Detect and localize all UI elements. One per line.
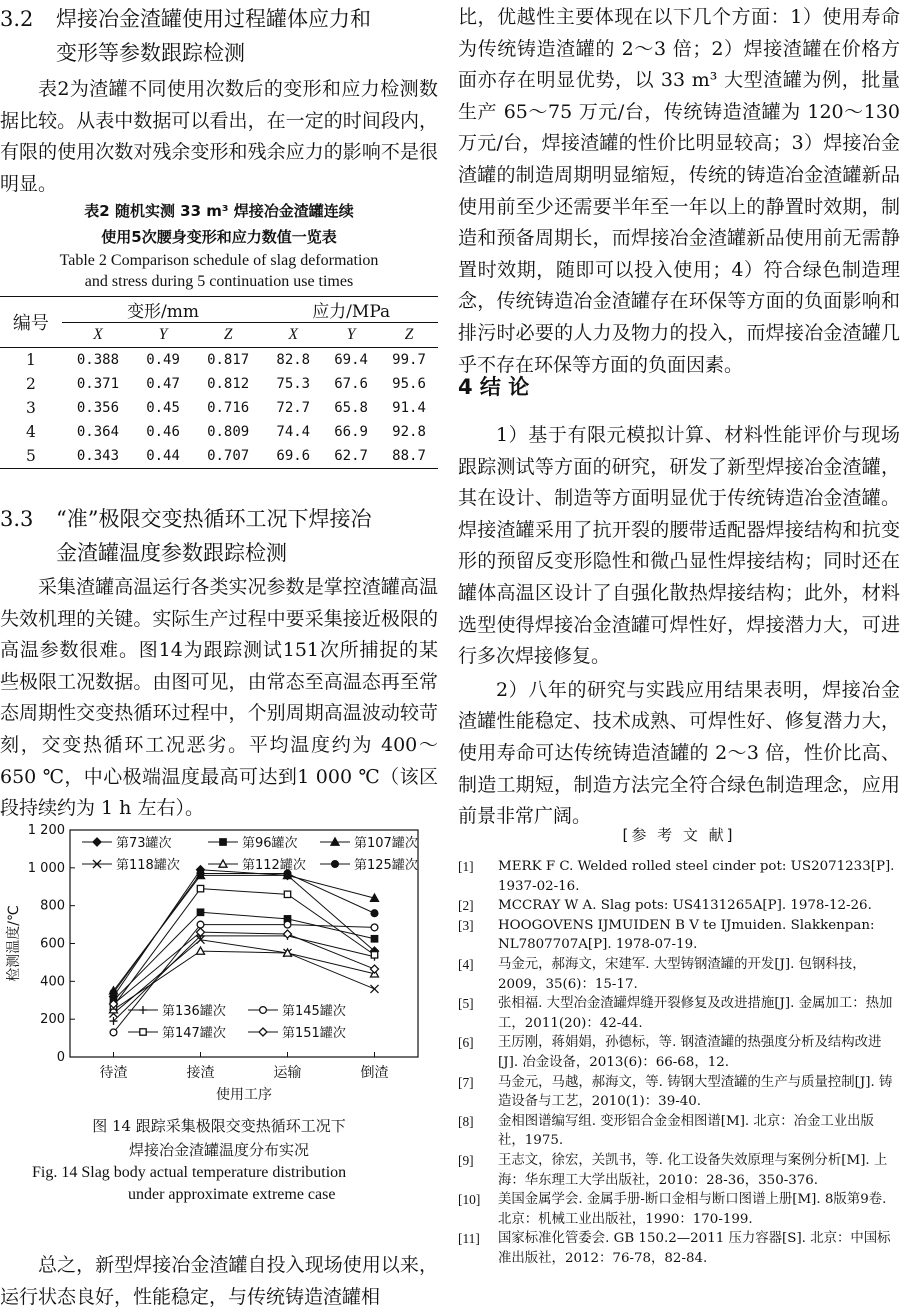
data-point <box>197 921 204 928</box>
y-tick-label: 400 <box>40 974 65 990</box>
reference-number: [7] <box>458 1074 474 1090</box>
table-cell: 91.4 <box>392 400 426 416</box>
section-3-3-paragraph: 采集渣罐高温运行各类实况参数是掌控渣罐高温失效机理的关键。实际生产过程中要采集接近极限的高温参数很难。图14为跟踪测试151次所捕捉的某些极限工况数据。由图可见，由常态至高温态再至常态周期性交变热循环过程中，个别周期高温波动较苛刻，交变热循环工况恶劣。平均温度约为 400～650 ℃，中心极端温度最高可达到1 000 ℃（该区段持续约为 1 h 左右）。 <box>0 576 438 820</box>
table-header-axis: Z <box>192 323 264 348</box>
reference-item <box>458 1229 900 1268</box>
reference-number: [6] <box>458 1035 474 1051</box>
data-point <box>110 989 117 996</box>
table-header-axis: Y <box>134 323 192 348</box>
x-tick-label: 待渣 <box>99 1065 128 1081</box>
section-4-heading: 4 结 论 <box>458 375 530 399</box>
legend-label: 第118罐次 <box>116 858 180 873</box>
legend-marker <box>220 839 226 845</box>
figure-caption-en-line2: under approximate extreme case <box>128 1186 336 1203</box>
table-cell: 69.6 <box>264 444 322 469</box>
advantages-paragraph: 比，优越性主要体现在以下几个方面：1）使用寿命为传统铸造渣罐的 2～3 倍；2）焊接渣罐在价格方面亦存在明显优势，以 33 m³ 大型渣罐为例，批量生产 65～75 万元/台，传统铸造渣罐为 120～130 万元/台，焊接渣罐的性价比明显较高；3）焊接冶金渣罐的制造周期明显缩短，传统的铸造冶金渣罐新品使用前至少还需要半年至一年以上的静置时效期，制造和预备周期长，而焊接冶金渣罐新品使用前无需静置时效期，随即可以投入使用；4）符合绿色制造理念，传统铸造冶金渣罐存在环保等方面的负面影响和排污时必要的人力及物力的投入，而焊接冶金渣罐几乎不存在环保等方面的负面因素。 <box>458 6 900 376</box>
table-cell: 92.8 <box>392 424 426 440</box>
reference-item <box>458 1033 900 1072</box>
table-header-axis: Z <box>380 323 438 348</box>
legend-label: 第112罐次 <box>242 858 306 873</box>
legend-label: 第151罐次 <box>282 1026 346 1041</box>
table-cell-id: 4 <box>25 423 36 441</box>
figure-caption-cn-line1: 图 14 跟踪采集极限交变热循环工况下 <box>92 1117 346 1135</box>
reference-number: [11] <box>458 1231 480 1247</box>
closing-paragraph: 总之，新型焊接冶金渣罐自投入现场使用以来，运行状态良好，性能稳定，与传统铸造渣罐相 <box>0 1254 438 1308</box>
references-list <box>458 857 900 1268</box>
reference-text: 马金元，郝海文，宋建军. 大型铸钢渣罐的开发[J]. 包钢科技，2009，35(6)：15-17. <box>498 956 866 992</box>
reference-text: 张相福. 大型冶金渣罐焊缝开裂修复及改进措施[J]. 金属加工：热加工，2011(20)：42-44. <box>498 996 893 1031</box>
legend-marker <box>139 1006 147 1014</box>
reference-item <box>458 1190 900 1229</box>
reference-item <box>458 1112 900 1151</box>
reference-text: 马金元，马越，郝海文，等. 铸钢大型渣罐的生产与质量控制[J]. 铸造设备与工艺，2010(1)：39-40. <box>498 1074 893 1110</box>
data-point <box>197 885 203 891</box>
legend-marker <box>332 861 339 868</box>
data-point <box>371 965 379 973</box>
table-cell: 0.49 <box>146 352 180 368</box>
reference-text: HOOGOVENS IJMUIDEN B V te IJmuiden. Slakkenpan: NL7807707A[P]. 1978-07-19. <box>498 917 875 953</box>
reference-text: MERK F C. Welded rolled steel cinder pot: US2071233[P]. 1937-02-16. <box>498 859 895 894</box>
reference-number: [2] <box>458 898 474 914</box>
data-point <box>371 985 379 993</box>
reference-item <box>458 955 900 994</box>
legend-marker <box>260 1007 267 1014</box>
reference-item <box>458 1073 900 1112</box>
references-section <box>458 824 900 1268</box>
reference-text: 金相图谱编写组. 变形铝合金金相图谱[M]. 北京：冶金工业出版社，1975. <box>498 1113 874 1149</box>
table-cell: 88.7 <box>380 444 438 469</box>
table-cell: 74.4 <box>276 424 311 440</box>
table-cell: 0.809 <box>207 424 250 440</box>
y-tick-label: 200 <box>40 1012 65 1028</box>
table-cell: 0.707 <box>192 444 264 469</box>
reference-item <box>458 994 900 1033</box>
table-cell-id: 1 <box>25 351 36 369</box>
section-number: 3.3 <box>0 507 34 531</box>
table-row <box>0 396 438 420</box>
table-cell: 65.8 <box>334 400 368 416</box>
section-title-line2: 金渣罐温度参数跟踪检测 <box>56 541 287 565</box>
reference-item <box>458 857 900 896</box>
y-tick-label: 1 000 <box>27 860 65 876</box>
table-cell: 82.8 <box>276 352 311 368</box>
legend-label: 第125罐次 <box>354 858 418 873</box>
table-cell: 62.7 <box>322 444 380 469</box>
table-row <box>0 420 438 444</box>
table-cell: 0.45 <box>146 400 180 416</box>
data-point <box>110 1029 117 1036</box>
table-cell: 67.6 <box>334 376 368 392</box>
table-caption-en-line2: and stress during 5 continuation use times <box>84 273 354 290</box>
reference-number: [10] <box>458 1192 481 1208</box>
table-cell: 95.6 <box>392 376 426 392</box>
data-point <box>371 924 378 931</box>
table-cell: 75.3 <box>276 376 311 392</box>
series-line <box>114 912 375 1000</box>
table-cell: 66.9 <box>334 424 368 440</box>
data-table <box>0 296 438 469</box>
table-row <box>0 372 438 396</box>
data-point <box>371 952 377 958</box>
data-point <box>371 936 377 942</box>
data-point <box>284 891 290 897</box>
table-header-axis: Y <box>322 323 380 348</box>
reference-text: MCCRAY W A. Slag pots: US4131265A[P]. 1978-12-26. <box>498 898 872 914</box>
reference-number: [5] <box>458 996 474 1012</box>
data-point <box>197 909 203 915</box>
figure-caption-en-line1: Fig. 14 Slag body actual temperature distribution <box>32 1164 347 1181</box>
table-cell: 0.343 <box>62 444 134 469</box>
section-number: 3.2 <box>0 7 34 31</box>
reference-number: [4] <box>458 956 474 972</box>
table-header-axis: X <box>264 323 322 348</box>
y-axis-label: 检测温度/℃ <box>6 905 22 982</box>
table-cell: 0.817 <box>207 352 250 368</box>
section-title-line1: “准”极限交变热循环工况下焊接冶 <box>56 507 372 531</box>
data-point <box>371 910 378 917</box>
x-tick-label: 接渣 <box>186 1065 215 1081</box>
temperature-line-chart <box>0 812 438 1102</box>
table-cell-id: 3 <box>25 399 36 417</box>
table-cell: 0.46 <box>146 424 180 440</box>
table-cell: 0.44 <box>134 444 192 469</box>
table-header-stress: 应力/MPa <box>264 297 438 323</box>
table-cell: 72.7 <box>276 400 311 416</box>
table-cell: 0.371 <box>76 376 120 392</box>
section-3-3-heading <box>0 502 438 536</box>
references-title: [参 考 文 献] <box>622 826 736 844</box>
legend-label: 第96罐次 <box>242 836 298 851</box>
reference-item <box>458 896 900 916</box>
x-axis-label: 使用工序 <box>216 1087 272 1102</box>
legend-marker <box>259 1028 267 1036</box>
table-row <box>0 444 438 469</box>
reference-text: 王志文，徐宏，关凯书，等. 化工设备失效原理与案例分析[M]. 上海：华东理工大学出版社，2010：28-36，350-376. <box>498 1152 888 1188</box>
reference-number: [3] <box>458 917 474 933</box>
legend-label: 第73罐次 <box>116 836 172 851</box>
reference-text: 美国金属学会. 金属手册-断口金相与断口图谱上册[M]. 8版第9卷. 北京：机械工业出版社，1990：170-199. <box>498 1192 887 1227</box>
legend-marker <box>140 1029 146 1035</box>
legend-label: 第147罐次 <box>162 1026 226 1041</box>
table-cell: 99.7 <box>392 352 426 368</box>
series-line <box>114 932 375 1004</box>
y-tick-label: 0 <box>56 1050 65 1065</box>
x-tick-label: 倒渣 <box>360 1065 389 1081</box>
legend-label: 第145罐次 <box>282 1004 346 1019</box>
table-cell: 69.4 <box>334 352 368 368</box>
figure-caption-cn-line2: 焊接冶金渣罐温度分布实况 <box>128 1141 309 1159</box>
table-cell-id: 5 <box>0 444 62 469</box>
y-tick-label: 1 200 <box>27 823 65 838</box>
y-tick-label: 600 <box>40 936 65 952</box>
section-3-2-paragraph: 表2为渣罐不同使用次数后的变形和应力检测数据比较。从表中数据可以看出，在一定的时间段内，有限的使用次数对残余变形和残余应力的影响不是很明显。 <box>0 78 438 195</box>
table-caption-cn-line2: 使用5次腰身变形和应力数值一览表 <box>101 228 337 246</box>
table-cell: 0.356 <box>76 400 120 416</box>
table-cell: 0.812 <box>207 376 250 392</box>
reference-number: [8] <box>458 1113 474 1129</box>
table-cell: 0.716 <box>207 400 250 416</box>
table-header-id: 编号 <box>0 297 62 348</box>
table-caption-cn-line1: 表2 随机实测 33 m³ 焊接冶金渣罐连续 <box>84 202 354 220</box>
x-tick-label: 运输 <box>273 1065 302 1081</box>
table-2-block <box>0 198 438 469</box>
reference-text: 王厉刚，蒋娟娟，孙德标，等. 钢渣渣罐的热强度分析及结构改进[J]. 冶金设备，2013(6)：66-68，12. <box>498 1035 882 1070</box>
reference-number: [1] <box>458 859 474 874</box>
data-point <box>284 921 291 928</box>
reference-text: 国家标准化管委会. GB 150.2—2011 压力容器[S]. 北京：中国标准出版社，2012：76-78，82-84. <box>498 1231 891 1266</box>
series-line <box>114 940 375 1014</box>
section-title-line1: 焊接冶金渣罐使用过程罐体应力和 <box>56 7 371 31</box>
table-cell-id: 2 <box>25 375 36 393</box>
data-point <box>197 870 204 877</box>
reference-item <box>458 916 900 955</box>
reference-item <box>458 1151 900 1190</box>
reference-number: [9] <box>458 1152 474 1168</box>
section-3-2-heading <box>0 2 438 36</box>
table-header-deformation: 变形/mm <box>62 297 265 323</box>
conclusion-2: 2）八年的研究与实践应用结果表明，焊接冶金渣罐性能稳定、技术成熟、可焊性好、修复潜力大，使用寿命可达传统铸造渣罐的 2～3 倍，性价比高、制造工期短，制造方法完全符合绿色制造理念，应用前景非常广阔。 <box>458 678 900 828</box>
table-cell: 0.364 <box>76 424 120 440</box>
table-row <box>0 348 438 373</box>
legend-marker <box>93 838 101 846</box>
legend-label: 第136罐次 <box>162 1004 226 1019</box>
section-title-line2: 变形等参数跟踪检测 <box>56 41 245 65</box>
table-header-axis: X <box>62 323 134 348</box>
legend-label: 第107罐次 <box>354 836 418 851</box>
table-caption-en-line1: Table 2 Comparison schedule of slag deformation <box>59 252 379 269</box>
table-cell: 0.47 <box>146 376 180 392</box>
y-tick-label: 800 <box>40 898 65 914</box>
conclusion-1: 1）基于有限元模拟计算、材料性能评价与现场跟踪测试等方面的研究，研发了新型焊接冶金渣罐，其在设计、制造等方面明显优于传统铸造冶金渣罐。焊接渣罐采用了抗开裂的腰带适配器焊接结构和抗变形的预留反变形隐性和微凸显性焊接结构；同时还在罐体高温区设计了自强化散热焊接结构；此外，材料选型使得焊接冶金渣罐可焊性好，焊接潜力大，可进行多次焊接修复。 <box>458 424 900 668</box>
table-cell: 0.388 <box>76 352 120 368</box>
